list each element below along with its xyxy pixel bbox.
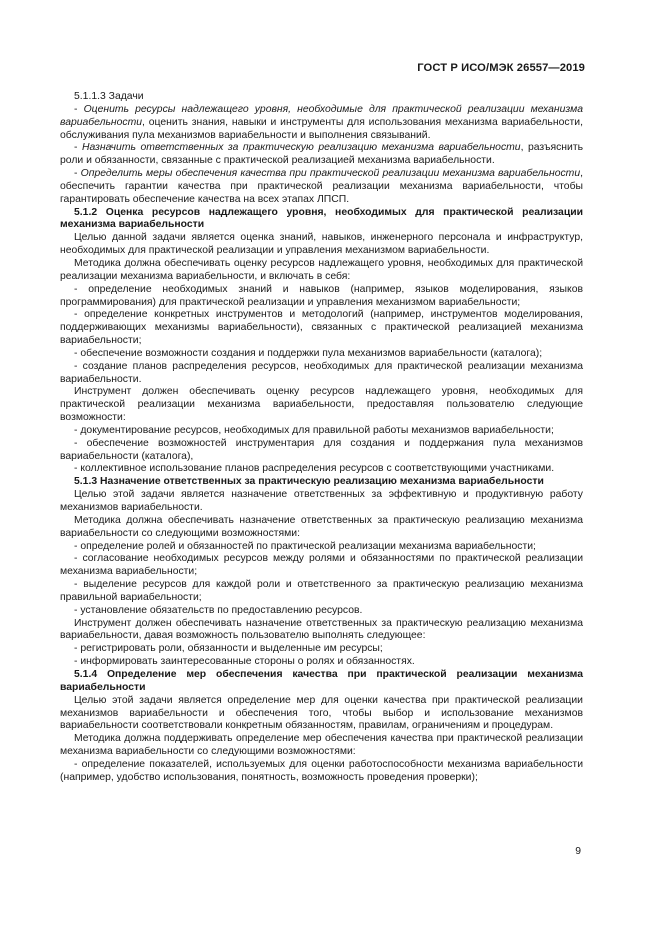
section-heading: 5.1.2 Оценка ресурсов надлежащего уровня, необходимых для практической реализации механизма вариабельности bbox=[60, 206, 583, 231]
paragraph: - определение конкретных инструментов и методологий (например, инструментов моделирования, поддерживающих механизмы вариабельности), связанных с практической реализацией механизма вариабельности; bbox=[60, 309, 583, 347]
paragraph: - определение показателей, используемых для оценки работоспособности механизма вариабельности (например, удобство использования, понятность, возможность проведения проверки); bbox=[60, 758, 583, 783]
paragraph: - определение необходимых знаний и навыков (например, языков моделирования, языков программирования) для практической реализации и управления механизмом вариабельности; bbox=[60, 283, 583, 308]
paragraph: - регистрировать роли, обязанности и выделенные им ресурсы; bbox=[74, 643, 383, 655]
paragraph: - обеспечение возможности создания и поддержки пула механизмов вариабельности (каталога); bbox=[74, 347, 543, 359]
paragraph: 5.1.1.3 Задачи bbox=[74, 91, 144, 102]
paragraph: - документирование ресурсов, необходимых для правильной работы механизмов вариабельности; bbox=[74, 424, 554, 436]
paragraph: Методика должна поддерживать определение мер обеспечения качества при практической реализации механизма вариабельности со следующими возможностями: bbox=[60, 733, 583, 758]
paragraph: Методика должна обеспечивать оценку ресурсов надлежащего уровня, необходимых для практической реализации механизма вариабельности, и включать в себя: bbox=[60, 257, 583, 282]
paragraph bbox=[60, 104, 583, 143]
paragraph-text: , разъяснить роли и обязанности, связанные с практической реализацией механизма вариабельности. bbox=[60, 142, 583, 167]
section-heading: 5.1.4 Определение мер обеспечения качества при практической реализации механизма вариабельности bbox=[60, 668, 583, 693]
paragraph: Инструмент должен обеспечивать оценку ресурсов надлежащего уровня, необходимых для практической реализации механизма вариабельности, предоставляя пользователю следующие возможности: bbox=[60, 386, 583, 424]
paragraph: Целью данной задачи является оценка знаний, навыков, инженерного персонала и инфраструктур, необходимых для практической реализации и управления механизмом вариабельности. bbox=[60, 232, 583, 257]
paragraph: Целью этой задачи является определение мер для оценки качества при практической реализации механизмов вариабельности и обеспечения того, чтобы выбор и использование механизмов вариабельности соответствовали конкретным обязанностям, правилам, ограничениям и процедурам. bbox=[60, 694, 583, 732]
paragraph bbox=[60, 168, 583, 207]
paragraph: Инструмент должен обеспечивать назначение ответственных за практическую реализацию механизма вариабельности, давая возможность пользователю выполнять следующее: bbox=[60, 617, 583, 642]
paragraph: Методика должна обеспечивать назначение ответственных за практическую реализацию механизма вариабельности со следующими возможностями: bbox=[60, 514, 583, 539]
page-number: 9 bbox=[575, 846, 581, 857]
paragraph: - выделение ресурсов для каждой роли и ответственного за практическую реализацию механизма правильной вариабельности; bbox=[60, 579, 583, 603]
paragraph: - установление обязательств по предоставлению ресурсов. bbox=[74, 604, 363, 616]
list-dash: - bbox=[74, 103, 84, 115]
section-heading: 5.1.3 Назначение ответственных за практическую реализацию механизма вариабельности bbox=[74, 476, 544, 488]
paragraph: - согласование необходимых ресурсов между ролями и обязанностями по практической реализации механизма вариабельности; bbox=[60, 553, 583, 578]
paragraph bbox=[60, 142, 583, 168]
paragraph-text: , оценить знания, навыки и инструменты для использования механизма вариабельности, обслуживания пула механизмов вариабельности и выполнения связываний. bbox=[60, 116, 583, 141]
paragraph: - создание планов распределения ресурсов, необходимых для практической реализации механизма вариабельности. bbox=[60, 360, 583, 385]
emphasized-text: Назначить ответственных за практическую реализацию механизма вариабельности bbox=[81, 142, 521, 154]
document-header: ГОСТ Р ИСО/МЭК 26557—2019 bbox=[417, 62, 585, 74]
list-dash: - bbox=[74, 168, 81, 180]
paragraph: - информировать заинтересованные стороны о ролях и обязанностях. bbox=[74, 656, 415, 668]
paragraph: - обеспечение возможностей инструментария для создания и поддержания пула механизмов вариабельности (каталога), bbox=[60, 437, 583, 462]
list-dash: - bbox=[74, 142, 82, 154]
paragraph: - коллективное использование планов распределения ресурсов с соответствующими участниками. bbox=[74, 463, 555, 475]
paragraph: Целью этой задачи является назначение ответственных за эффективную и продуктивную работу механизмов вариабельности. bbox=[60, 489, 583, 513]
paragraph: - определение ролей и обязанностей по практической реализации механизма вариабельности; bbox=[74, 540, 536, 552]
emphasized-text: Оценить ресурсы надлежащего уровня, необходимые для практической реализации механизма вариабельности bbox=[60, 103, 583, 128]
emphasized-text: Определить меры обеспечения качества при практической реализации механизма вариабельности bbox=[80, 168, 581, 180]
document-body bbox=[60, 91, 583, 785]
paragraph-text: , обеспечить гарантии качества при практической реализации механизма вариабельности, чтобы гарантировать обеспечение качества на всех этапах ЛПСП. bbox=[60, 168, 583, 205]
